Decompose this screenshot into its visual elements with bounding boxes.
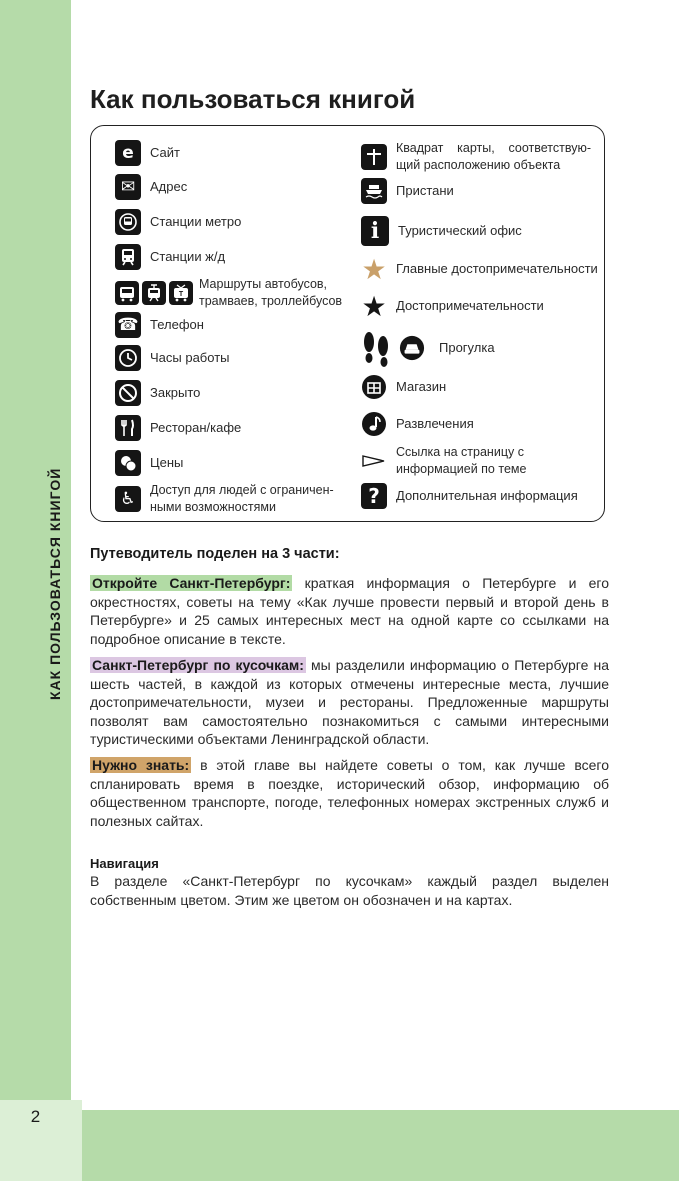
info-icon: i <box>361 216 389 246</box>
bus-icon <box>115 281 139 305</box>
metro-icon <box>115 209 141 235</box>
legend-item-accessibility <box>115 482 355 516</box>
legend-label: Станции метро <box>150 214 242 229</box>
part-3-text: в этой главе вы найдете советы о том, как лучше всего спланировать время в поездке, исторический обзор, информацию об общественном транспорте, погоде, телефонных номерах экстренных служб и полезных сайтах. <box>90 757 609 829</box>
legend-item-shop <box>361 374 446 400</box>
music-icon <box>361 411 387 437</box>
gold-star-icon: ★ <box>361 252 387 286</box>
arrow-link-icon <box>361 448 387 474</box>
legend-label: Сайт <box>150 145 180 160</box>
legend-item-page-link <box>361 444 556 478</box>
navigation-heading: Навигация <box>90 856 159 871</box>
legend-label: Закрыто <box>150 385 201 400</box>
closed-icon <box>115 380 141 406</box>
legend-label: Развлечения <box>396 416 474 431</box>
car-icon <box>399 335 425 361</box>
legend-label: Ссылка на страницу с информацией по теме <box>396 445 527 476</box>
legend-label: Магазин <box>396 379 447 394</box>
shop-icon <box>361 374 387 400</box>
legend-item-tourist-office <box>361 216 522 246</box>
part-1-label: Откройте Санкт-Петербург: <box>92 575 291 591</box>
part-3-label: Нужно знать: <box>92 757 190 773</box>
legend-label: Телефон <box>150 317 204 332</box>
legend-item-restaurant <box>115 415 241 441</box>
black-star-icon: ★ <box>361 289 387 323</box>
map-grid-icon <box>361 144 387 170</box>
navigation-text: В разделе «Санкт-Петербург по кусочкам» каждый раздел выделен собственным цветом. Этим же цветом он обозначен и на картах. <box>90 873 609 908</box>
part-3-paragraph <box>90 756 609 830</box>
bottom-bar <box>82 1110 679 1181</box>
part-2-paragraph <box>90 656 609 749</box>
legend-item-entertainment <box>361 411 474 437</box>
question-icon: ? <box>361 483 387 509</box>
legend-label: Достопримечательности <box>396 298 544 313</box>
prices-icon <box>115 450 141 476</box>
svg-text:T: T <box>178 291 184 298</box>
legend-label: Квадрат карты, соответствую-щий расположению объекта <box>396 141 591 172</box>
legend-label: Туристический офис <box>398 223 522 238</box>
page-title: Как пользоваться книгой <box>90 84 416 114</box>
legend-label: Прогулка <box>439 340 495 355</box>
trolleybus-icon <box>169 281 193 305</box>
legend-item-pier <box>361 178 454 204</box>
legend-label: Дополнительная информация <box>396 488 578 503</box>
tram-icon <box>142 281 166 305</box>
legend-item-walk <box>361 328 495 368</box>
sidebar-section-label: КАК ПОЛЬЗОВАТЬСЯ КНИГОЙ <box>47 467 63 700</box>
telephone-icon: ☎ <box>115 312 141 338</box>
train-icon <box>115 244 141 270</box>
legend-item-more-info <box>361 483 578 509</box>
footprints-icon <box>361 328 393 368</box>
fork-knife-icon <box>115 415 141 441</box>
legend-label: Доступ для людей с ограничен-ными возможностями <box>150 483 334 514</box>
legend-label: Ресторан/кафе <box>150 420 242 435</box>
part-1-paragraph <box>90 574 609 648</box>
legend-item-metro <box>115 209 241 235</box>
legend-item-prices <box>115 450 183 476</box>
legend-item-train <box>115 244 225 270</box>
legend-item-closed <box>115 380 200 406</box>
pier-icon <box>361 178 387 204</box>
legend-item-transport <box>115 276 349 310</box>
legend-label: Цены <box>150 455 184 470</box>
part-2-text: мы разделили информацию о Петербурге на шесть частей, в каждой из которых отмечены интересные места, лучшие достопримечательности, музеи и рестораны. Предложенные маршруты позволят вам самостоятельно познакомиться с самыми интересными туристическими объектами Ленинградской области. <box>90 657 609 747</box>
legend-label: Пристани <box>396 183 454 198</box>
legend-label: Главные достопримечательности <box>396 261 598 276</box>
legend-label: Часы работы <box>150 350 230 365</box>
legend-label: Станции ж/д <box>150 249 226 264</box>
page-number: 2 <box>30 1107 41 1126</box>
legend-item-website <box>115 140 180 166</box>
part-1-text: краткая информация о Петербурге и его окрестностях, советы на тему «Как лучше провести первый и второй день в Петербурге» и 25 самых интересных мест на одной карте со ссылками на подробное описание в тексте. <box>90 575 610 647</box>
legend-label: Маршруты автобусов, трамваев, троллейбусов <box>199 277 343 308</box>
legend-label: Адрес <box>150 179 188 194</box>
part-2-label: Санкт-Петербург по кусочкам: <box>92 657 304 673</box>
legend-item-map-grid <box>361 140 591 174</box>
legend-item-sights <box>361 289 544 323</box>
parts-heading: Путеводитель поделен на 3 части: <box>90 546 340 562</box>
legend-item-phone <box>115 312 204 338</box>
clock-icon <box>115 345 141 371</box>
website-icon: e <box>115 140 141 166</box>
legend-item-hours <box>115 345 230 371</box>
envelope-icon: ✉ <box>115 174 141 200</box>
legend-item-address <box>115 174 187 200</box>
wheelchair-icon: ♿ <box>115 486 141 512</box>
legend-item-main-sights <box>361 252 598 286</box>
icon-legend <box>90 125 605 522</box>
